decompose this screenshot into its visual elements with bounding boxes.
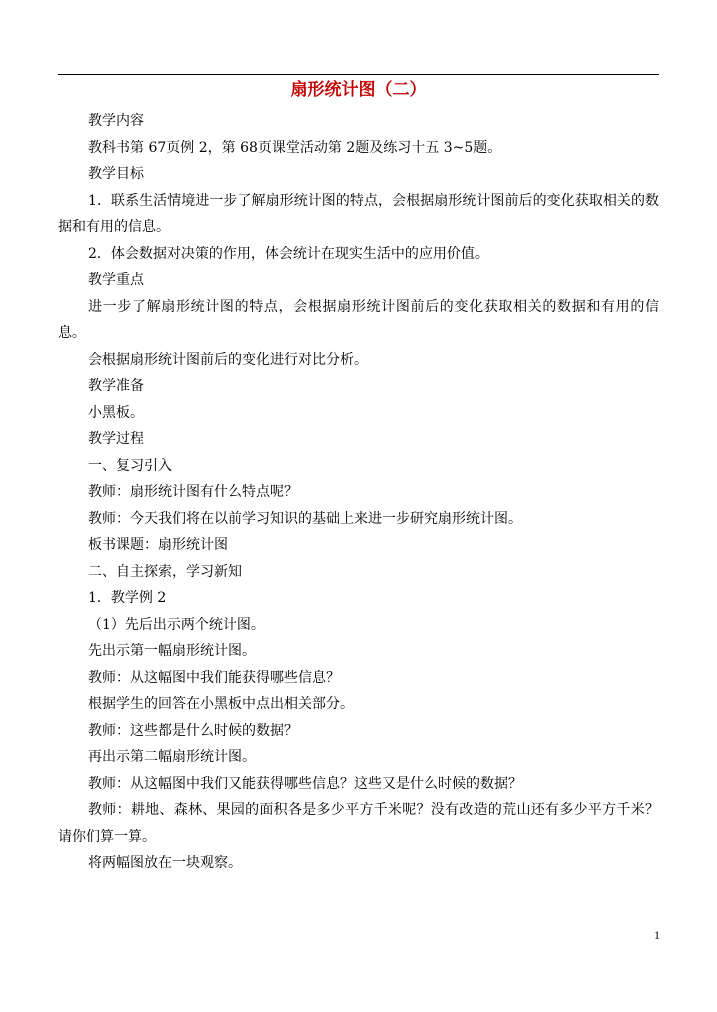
- paragraph: 1．教学例 2: [88, 590, 167, 606]
- paragraph: 先出示第一幅扇形统计图。: [88, 643, 256, 659]
- page-number: 1: [654, 928, 660, 942]
- document-body: [58, 108, 659, 877]
- paragraph: 进一步了解扇形统计图的特点，会根据扇形统计图前后的变化获取相关的数据和有用的信息。: [58, 298, 659, 341]
- paragraph: 会根据扇形统计图前后的变化进行对比分析。: [88, 351, 368, 368]
- paragraph: 教师：这些都是什么时候的数据？: [88, 722, 298, 739]
- paragraph: 再出示第二幅扇形统计图。: [88, 749, 256, 765]
- paragraph: 1．联系生活情境进一步了解扇形统计图的特点，会根据扇形统计图前后的变化获取相关的数据和有用的信息。: [58, 192, 659, 235]
- paragraph: 教学目标: [88, 166, 144, 182]
- paragraph: 教科书第 67页例 2，第 68页课堂活动第 2题及练习十五 3~5题。: [88, 139, 502, 156]
- paragraph: 教师：从这幅图中我们能获得哪些信息？: [88, 669, 340, 686]
- paragraph: 教师：从这幅图中我们又能获得哪些信息？这些又是什么时候的数据？: [88, 775, 522, 792]
- paragraph: 教师：耕地、森林、果园的面积各是多少平方千米呢？没有改造的荒山还有多少平方千米？请你们算一算。: [58, 802, 659, 845]
- paragraph: 2．体会数据对决策的作用，体会统计在现实生活中的应用价值。: [88, 245, 489, 262]
- paragraph: 教学重点: [88, 272, 144, 288]
- paragraph: （1）先后出示两个统计图。: [88, 616, 265, 633]
- paragraph: 一、复习引入: [88, 457, 172, 474]
- paragraph: 将两幅图放在一块观察。: [88, 855, 242, 871]
- page-title: 扇形统计图（二）: [290, 80, 427, 100]
- header-rule: [58, 74, 659, 75]
- paragraph: 教学准备: [88, 378, 144, 394]
- paragraph: 二、自主探索，学习新知: [88, 563, 242, 580]
- paragraph: 教学内容: [88, 113, 144, 129]
- paragraph: 教师：扇形统计图有什么特点呢？: [88, 484, 298, 500]
- paragraph: 教学过程: [88, 431, 144, 447]
- paragraph: 小黑板。: [88, 404, 144, 421]
- paragraph: 教师：今天我们将在以前学习知识的基础上来进一步研究扇形统计图。: [88, 510, 522, 527]
- paragraph: 根据学生的回答在小黑板中点出相关部分。: [88, 696, 354, 712]
- paragraph: 板书课题：扇形统计图: [88, 537, 228, 553]
